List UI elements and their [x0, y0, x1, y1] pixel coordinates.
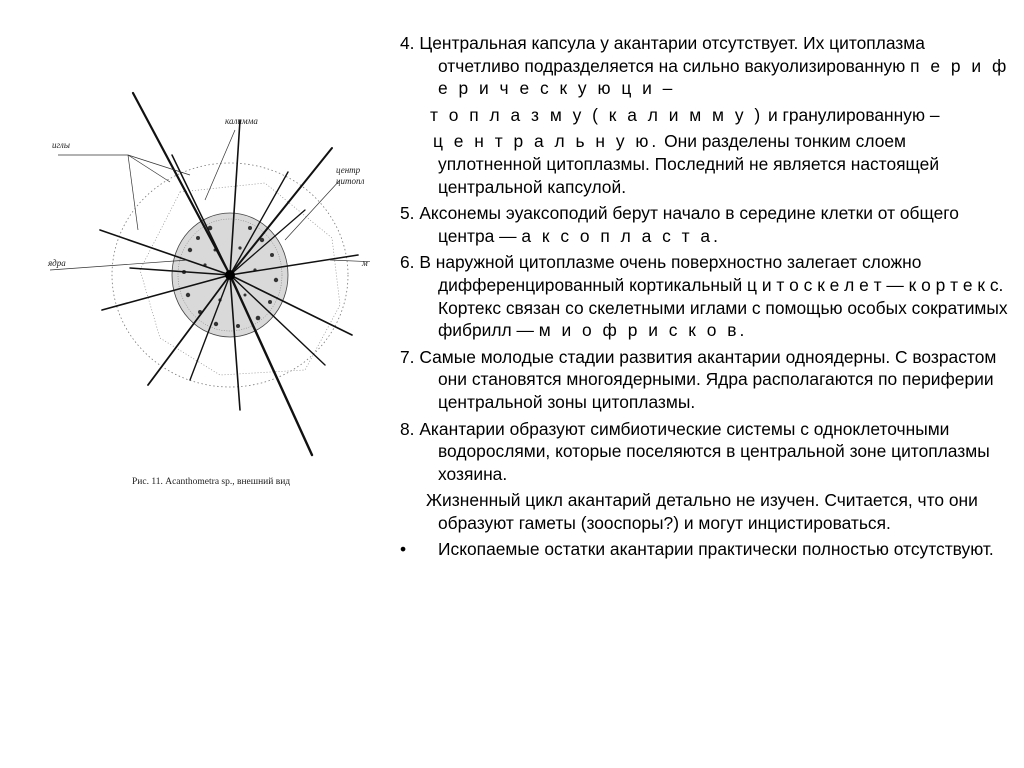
label-citopl: цитопл — [336, 176, 365, 186]
paragraph-6-spaced: м и о ф р и с к о в. — [538, 320, 748, 341]
paragraph-4a — [400, 32, 1010, 100]
paragraph-4b-text: и гранулированную – — [763, 104, 940, 125]
paragraph-5 — [400, 202, 1010, 247]
label-igly: иглы — [52, 140, 70, 150]
figure-caption: Рис. 11. Acanthometra sp., внешний вид — [132, 477, 291, 487]
paragraph-4c — [400, 130, 1010, 198]
paragraph-4b — [400, 104, 1010, 127]
acanthometra-figure — [40, 80, 370, 500]
paragraph-4a-text: 4. Центральная капсула у акантарии отсутствует. Их цитоплазма отчетливо подразделяется на сильно вакуолизированную — [400, 33, 925, 76]
paragraph-4a-spaced: п е р и ф е р и ч е с к у ю ц и – — [438, 55, 1010, 99]
paragraph-6-text: 6. В наружной цитоплазме очень поверхностно залегает сложно дифференцированный кортикальный ц и т о с к е л е т — к о р т е к с. Кортекс связан со скелетными иглами с помощью особых сократимых фибрилл — — [400, 252, 1008, 341]
paragraph-5-spaced: а к с о п л а с т а. — [521, 225, 721, 246]
acanthometra-drawing — [40, 80, 370, 500]
text-column — [400, 32, 1010, 565]
paragraph-7-text: 7. Самые молодые стадии развития акантарии одноядерны. С возрастом они становятся многоядерными. Ядра располагаются по периферии центральной зоны цитоплазмы. — [400, 346, 997, 412]
paragraph-7 — [400, 346, 1010, 414]
paragraph-life-cycle — [400, 489, 1010, 534]
paragraph-fossils — [400, 538, 1010, 561]
paragraph-life-cycle-text: Жизненный цикл акантарий детально не изучен. Считается, что они образуют гаметы (зооспоры?) и могут инцистироваться. — [426, 490, 978, 533]
paragraph-6 — [400, 251, 1010, 341]
paragraph-5-text: 5. Аксонемы эуаксоподий берут начало в середине клетки от общего центра — — [400, 203, 959, 246]
label-kalimma: калимма — [225, 116, 258, 126]
label-yadra: ядра — [48, 258, 66, 268]
label-m: м — [362, 258, 368, 268]
paragraph-4c-spaced: ц е н т р а л ь н у ю. — [433, 131, 660, 152]
paragraph-8-text: 8. Акантарии образуют симбиотические системы с одноклеточными водорослями, которые поселяются в центральной зоне цитоплазмы хозяина. — [400, 418, 990, 484]
bullet-mark: • — [400, 539, 407, 560]
label-centr: центр — [336, 165, 361, 175]
paragraph-4c-text: Они разделены тонким слоем уплотненной цитоплазмы. Последний не является настоящей центральной капсулой. — [438, 131, 940, 197]
paragraph-4b-spaced: т о п л а з м у ( к а л и м м у ) — [430, 104, 764, 125]
paragraph-8 — [400, 418, 1010, 486]
paragraph-fossils-text: Ископаемые остатки акантарии практически полностью отсутствуют. — [438, 539, 994, 560]
